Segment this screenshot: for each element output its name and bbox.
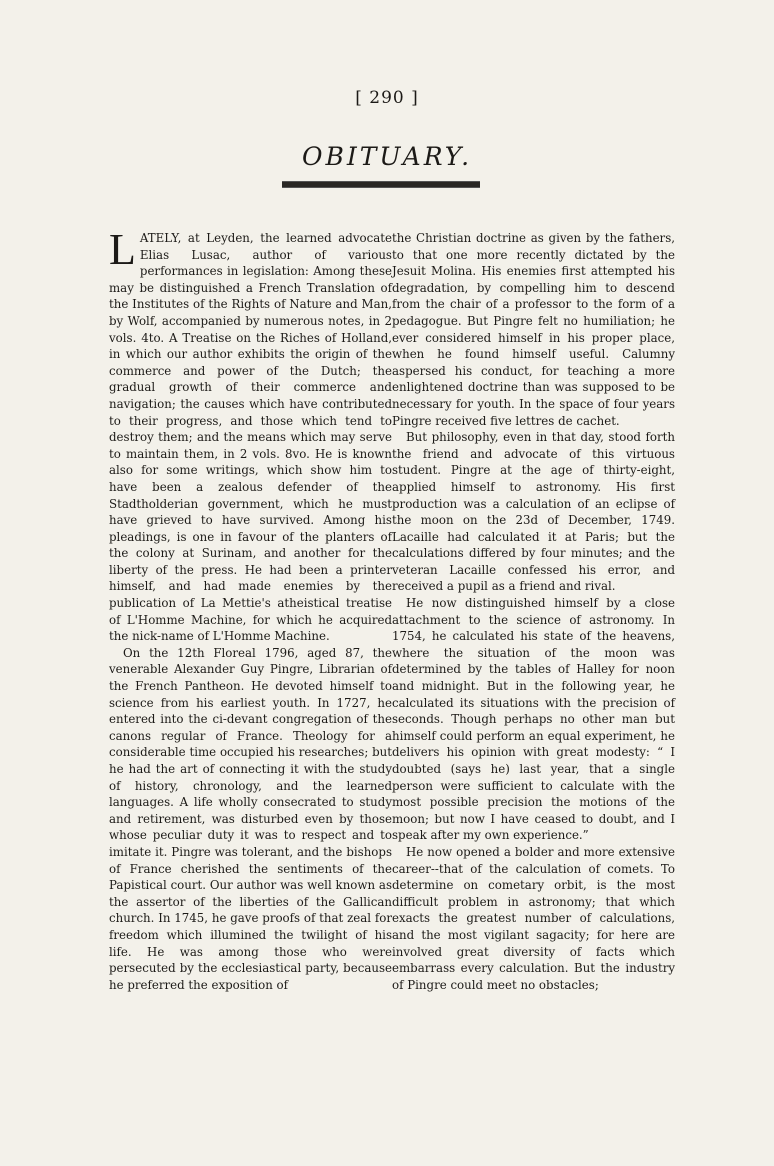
drop-cap: L bbox=[109, 225, 136, 274]
paragraph-astronomy: He now distinguished himself by a close attachment to the science of astronomy. In 1754, he calculated his state of the heavens, where the situation of the moon was determined by the tables of Halley for noon and midnight. But in the following year, he calculated its situations with the precision of seconds. Though perhaps no other man but himself could perform an equal experiment, he delivers his opinion with great modesty: “ I doubted (says he) last year, that a single person were sufficient to calculate with the most possible precision the motions of the moon; but now I have ceased to doubt, and I speak after my own experience.” bbox=[392, 596, 675, 843]
left-column bbox=[109, 225, 392, 993]
paragraph-pingre: On the 12th Floreal 1796, aged 87, the venerable Alexander Guy Pingre, Librarian of the French Pantheon. He devoted himself to science from his earliest youth. In 1727, he entered into the ci-devant congregation of the canons regular of France. Theology for a considerable time occupied his researches; but he had the art of connecting it with the study of history, chronology, and the learned languages. A life wholly consecrated to study and retirement, was disturbed even by those whose peculiar duty it was to respect and to imitate it. Pingre was tolerant, and the bishops of France cherished the sentiments of the Papistical court. Our author was well known as the assertor of the liberties of the Gallican church. In 1745, he gave proofs of that zeal for freedom which illumined the twilight of his life. He was among those who were persecuted by the ecclesiastical party, because he preferred the exposition of bbox=[109, 645, 392, 992]
title-rule bbox=[282, 181, 480, 188]
page-number: [ 290 ] bbox=[355, 88, 419, 108]
paragraph-lusac bbox=[109, 225, 392, 645]
paragraph-text: ATELY, at Leyden, the learned advocate Elias Lusac, author of various performances in legislation: Among these may be distinguished a French Translation of the Institutes of the Rights of Nature and Man, by Wolf, accompanied by numerous notes, in 2 vols. 4to. A Treatise on the Riches of Holland, in which our author exhibits the origin of the commerce and power of the Dutch; the gradual growth of their commerce and navigation; the causes which have contributed to their progress, and those which tend to destroy them; and the means which may serve to maintain them, in 2 vols. 8vo. He is known also for some writings, which show him to have been a zealous defender of the Stadtholderian government, which he must have grieved to have survived. Among his pleadings, is one in favour of the planters of the colony at Surinam, and another for the liberty of the press. He had been a printer himself, and had made enemies by the publication of La Mettie's atheistical treatise of L'Homme Machine, for which he acquired the nick-name of L'Homme Machine. bbox=[109, 231, 392, 644]
paragraph-continued: the Christian doctrine as given by the fathers, to that one more recently dictated by the Jesuit Molina. His enemies first attempted his degradation, by compelling him to descend from the chair of a professor to the form of a pedagogue. But Pingre felt no humiliation; he ever considered himself in his proper place, when he found himself useful. Calumny aspersed his conduct, for teaching a more enlightened doctrine than was supposed to be necessary for youth. In the space of four years Pingre received five lettres de cachet. bbox=[392, 231, 675, 428]
page-title: OBITUARY. bbox=[301, 142, 473, 171]
paragraph-philosophy: But philosophy, even in that day, stood forth the friend and advocate of this virtuous student. Pingre at the age of thirty-eight, applied himself to astronomy. His first production was a calculation of an eclipse of the moon on the 23d of December, 1749. Lacaille had calculated it at Paris; but the calculations differed by four minutes; and the veteran Lacaille confessed his error, and received a pupil as a friend and rival. bbox=[392, 430, 675, 594]
paragraph-comets: He now opened a bolder and more extensive career--that of the calculation of comets. To determine on cometary orbit, is the most difficult problem in astronomy; that which exacts the greatest number of calculations, and the most vigilant sagacity; for here are involved great diversity of facts which embarrass every calculation. But the industry of Pingre could meet no obstacles; bbox=[392, 844, 675, 992]
right-column bbox=[392, 230, 675, 993]
